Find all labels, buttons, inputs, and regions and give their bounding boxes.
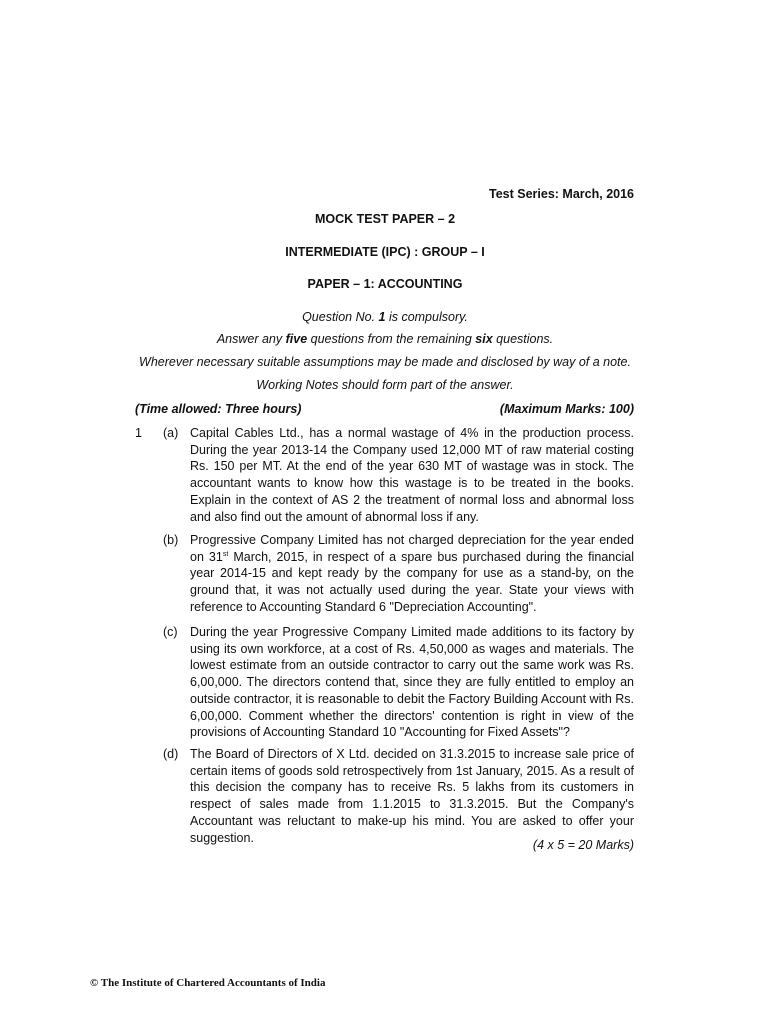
instruction-emphasis: 1 <box>378 310 386 324</box>
ordinal-suffix: st <box>222 550 229 558</box>
part-label: (b) <box>163 533 179 547</box>
instruction-text: questions from the remaining <box>307 332 476 346</box>
instruction-text: Question No. <box>302 310 379 324</box>
instruction-answer-any <box>0 332 770 346</box>
part-text: During the year Progressive Company Limited made additions to its factory by using its own workforce, at a cost of Rs. 4,50,000 as wages and materials. The lowest estimate from an outside contractor to carry out the same work was Rs. 6,00,000. The directors contend that, since they are fully entitled to employ an outside contractor, it is reasonable to debit the Factory Building Account with Rs. 6,00,000. Comment whether the directors' contention is right in view of the provisions of Accounting Standard 10 "Accounting for Fixed Assets"? <box>190 625 634 740</box>
part-text-start: Progressive Company Limited has not charged depreciation for the year ended on 31 <box>190 533 634 564</box>
paper-title: MOCK TEST PAPER – 2 <box>314 212 456 226</box>
maximum-marks: (Maximum Marks: 100) <box>499 402 634 416</box>
instruction-assumptions: Wherever necessary suitable assumptions may be made and disclosed by way of a note. <box>139 355 631 369</box>
instruction-working-notes: Working Notes should form part of the answer. <box>256 378 514 392</box>
question-marks: (4 x 5 = 20 Marks) <box>532 838 634 852</box>
part-text: The Board of Directors of X Ltd. decided on 31.3.2015 to increase sale price of certain items of goods sold retrospectively from 1st January, 2015. As a result of this decision the company has to receive Rs. 5 lakhs from its customers in respect of sales made from 1.1.2015 to 31.3.2015. But the Company's Accountant was reluctant to make-up his mind. You are asked to offer your suggestion. <box>190 747 634 845</box>
time-marks-row <box>135 402 634 416</box>
part-label: (a) <box>163 426 179 440</box>
instruction-text: Answer any <box>216 332 286 346</box>
part-label: (d) <box>163 747 179 761</box>
test-series-label: Test Series: March, 2016 <box>489 187 634 201</box>
question-number: 1 <box>135 426 142 440</box>
instruction-emphasis: five <box>285 332 308 346</box>
instruction-emphasis: six <box>475 332 493 346</box>
question-1b <box>135 532 634 617</box>
part-label: (c) <box>163 625 178 639</box>
paper-subject: PAPER – 1: ACCOUNTING <box>307 277 463 291</box>
question-1a <box>135 425 634 525</box>
question-1c <box>135 624 634 741</box>
time-allowed: (Time allowed: Three hours) <box>135 402 302 416</box>
instruction-compulsory <box>0 310 770 324</box>
group-title: INTERMEDIATE (IPC) : GROUP – I <box>285 245 485 259</box>
instruction-text: questions. <box>492 332 554 346</box>
part-text <box>190 532 634 616</box>
copyright-footer: © The Institute of Chartered Accountants of India <box>90 977 326 989</box>
instruction-text: is compulsory. <box>385 310 468 324</box>
part-text-end: March, 2015, in respect of a spare bus purchased during the financial year 2014-15 and kept ready by the company for use as a stand-by, on the ground that, it was not actually used during the year. State your views with reference to Accounting Standard 6 "Depreciation Accounting". <box>190 549 634 614</box>
part-text: Capital Cables Ltd., has a normal wastage of 4% in the production process. During the year 2013-14 the Company used 12,000 MT of raw material costing Rs. 150 per MT. At the end of the year 630 MT of wastage was in stock. The accountant wants to know how this wastage is to be treated in the books. Explain in the context of AS 2 the treatment of normal loss and abnormal loss and also find out the amount of abnormal loss if any. <box>190 426 634 524</box>
